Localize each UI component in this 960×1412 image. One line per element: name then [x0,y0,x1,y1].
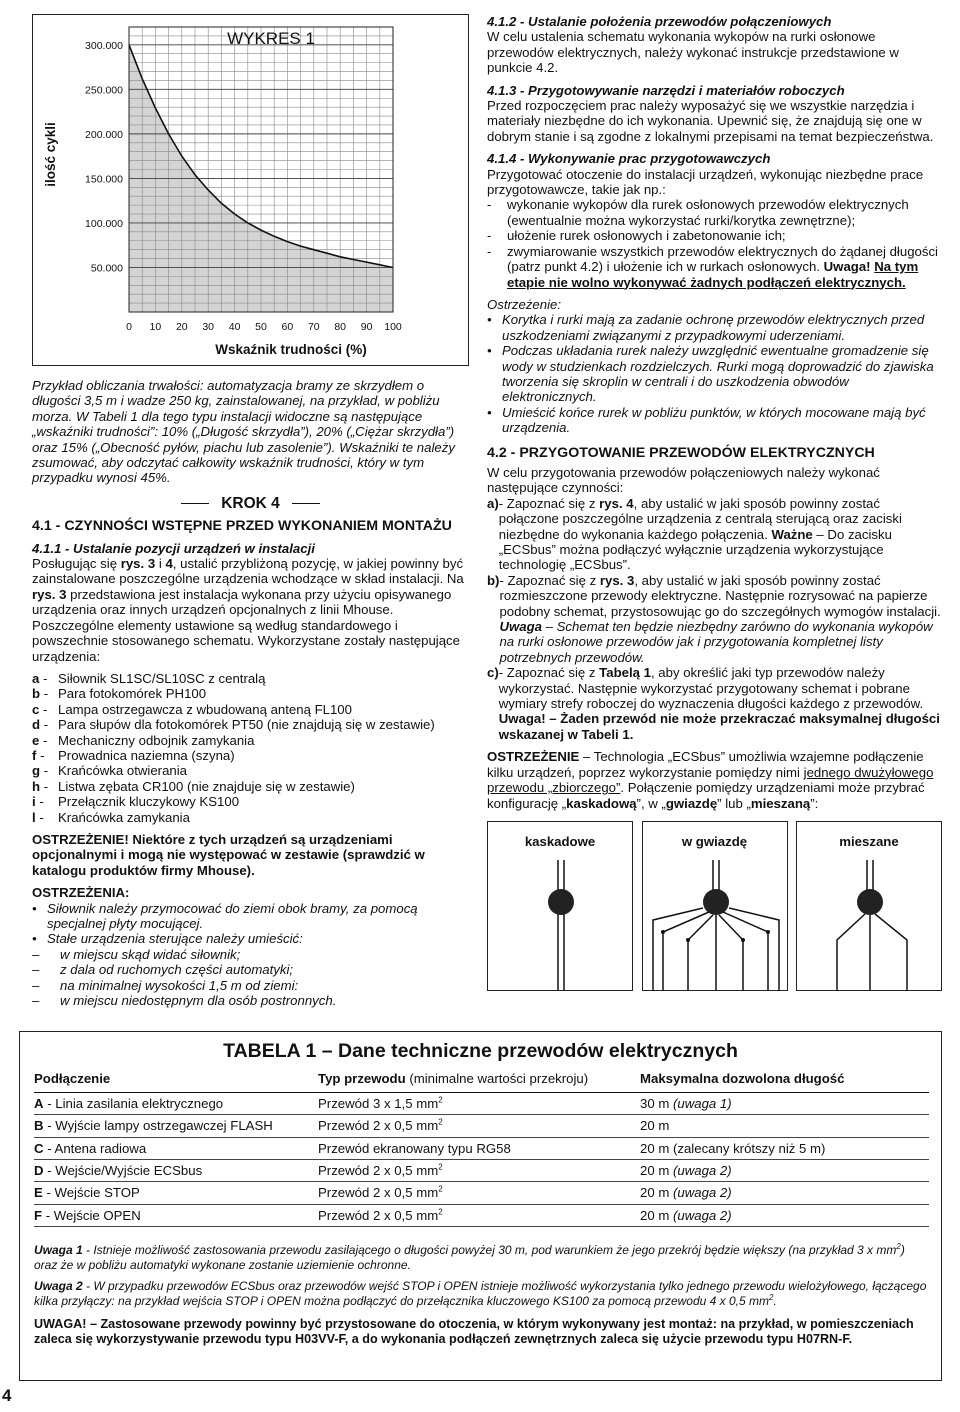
y-tick-label: 50.000 [90,262,123,275]
cable-table [34,1069,929,1227]
para-4-2: W celu przygotowania przewodów połączeniowych należy wykonać następujące czynności: [487,464,880,496]
device-item: l - Krańcówka zamykania [32,809,190,825]
config-mixed-label: mieszane [839,833,899,849]
note-2: Uwaga 2 - W przypadku przewodów ECSbus oraz przewodów wejść STOP i OPEN istnieje możliwość wykorzystania tylko jednego przewodu wielożyłowego, łączącego kilka przyłączy: na przykład wejścia STOP i OPEN można podłączyć do przełącznika kluczowego KS100 za pomocą przewodu 4 x 0,5 $mm^2$. [34,1279,927,1309]
right-column [487,14,942,991]
x-tick-label: 50 [255,321,267,333]
config-star-label: w gwiazdę [681,833,748,849]
list-item: – na minimalnej wysokości 1,5 m od ziemi: [32,977,299,993]
list-item: – w miejscu niedostępnym dla osób postronnych. [32,993,337,1009]
chart-svg [33,15,468,365]
device-item: b - Para fotokomórek PH100 [32,686,207,702]
list-item: a) - Zapoznać się z rys. 4, aby ustalić w jaki sposób powinny zostać połączone poszczególne urządzenia z centralą sterującą oraz zaciski niezbędne do wykonania każdego połączenia. Ważne – Do zacisku „ECSbus” można podłączyć wyłącznie urządzenia wykorzystujące technologię „ECSbus”. [487,495,902,573]
config-diagrams [487,821,942,991]
para-4-1-3: Przed rozpoczęciem prac należy wyposażyć się we wszystkie narzędzia i materiały niezbędne do ich wykonania. Upewnić się, że znajdują się one w dobrym stanie i są zgodne z lokalnymi przepisami na temat bezpieczeństwa. [487,98,934,144]
config-cascade [487,821,633,991]
list-item: • Umieścić końce rurek w pobliżu punktów, w których mocowane mają być urządzenia. [487,404,926,436]
x-tick-label: 100 [384,321,402,333]
para-ecsbus: OSTRZEŻENIE – Technologia „ECSbus” umożliwia wzajemne podłączenie kilku urządzeń, poprzez wykorzystanie pomiędzy nimi jednego dwużyłowego przewodu „zbiorczego”. Połączenie pomiędzy urządzeniami może przybrać konfigurację „kaskadową”, w „gwiazdę” lub „mieszaną”: [487,749,934,811]
page-number: 4 [2,1386,12,1405]
table-row: A - Linia zasilania elektrycznego Przewód 3 x 1,5 $mm^2$ 30 m (uwaga 1) [34,1092,929,1114]
device-item: f - Prowadnica naziemna (szyna) [32,747,235,763]
device-item: g - Krańcówka otwierania [32,763,188,779]
warnings-dash-list [32,947,469,1009]
heading-4-2: 4.2 - PRZYGOTOWANIE PRZEWODÓW ELEKTRYCZNYCH [487,444,875,461]
x-tick-label: 60 [281,321,294,333]
y-tick-label: 250.000 [85,84,123,97]
list-item: c) - Zapoznać się z Tabelą 1, aby określić jaki typ przewodów należy wykorzystać. Następnie wykorzystać przygotowany schemat i pobrane wymiary strefy roboczej do wyznaczenia długości każdego z przewodów. Uwaga! – Żaden przewód nie może przekraczać maksymalnej długości wskazanej w Tabeli 1. [487,665,940,742]
para-4-1-4: Przygotować otoczenie do instalacji urządzeń, wykonując niezbędne prace przygotowawcze, takie jak np.: [487,166,924,198]
heading-4-1-2: 4.1.2 - Ustalanie położenia przewodów połączeniowych [487,14,832,29]
list-item: - wykonanie wykopów dla rurek osłonowych przewodów elektrycznych (ewentualnie można wykorzystać rurki/korytka zewnętrzne); [487,197,909,228]
warning-optional: OSTRZEŻENIE! Niektóre z tych urządzeń są urządzeniami opcjonalnymi i mogą nie występować w zestawie (sprawdzić w katalogu produktów firmy Mhouse). [32,831,425,878]
col-header-type: Typ przewodu (minimalne wartości przekroju) [318,1069,640,1092]
chart-example-text: Przykład obliczania trwałości: automatyzacja bramy ze skrzydłem o długości 3,5 m i wadze 250 kg, zainstalowanej, na przykład, w pobliżu morza. W Tabeli 1 dla tego typu instalacji widoczne są następujące „wskaźniki trudności”: 10% („Długość skrzydła”), 20% („Ciężar skrzydła”) oraz 15% („Obecność pyłów, piachu lub zasolenie”). Wskaźniki te należy zsumować, aby odczytać całkowity wskaźnik trudności, który w tym przypadku wynosi 45%. [32,378,455,486]
krok-4-heading [32,496,469,511]
star-diagram [643,860,789,990]
note-1: Uwaga 1 - Istnieje możliwość zastosowania przewodu zasilającego o długości powyżej 30 m, pod warunkiem że jego przekrój będzie większy (na przykład 3 x $mm^2$) oraz że w pobliżu automatyki wykonane zostanie uziemienie ochronne. [34,1242,905,1273]
col-header-connection: Podłączenie [34,1069,318,1092]
krok-label: KROK 4 [221,494,280,512]
list-item: – z dala od ruchomych części automatyki; [32,962,294,978]
config-mixed [796,821,942,991]
chart-title: WYKRES 1 [227,29,315,48]
table-row: B - Wyjście lampy ostrzegawczej FLASH Przewód 2 x 0,5 $mm^2$ 20 m [34,1115,929,1137]
cascade-diagram [488,860,634,990]
device-item: e - Mechaniczny odbojnik zamykania [32,732,255,748]
table-row: C - Antena radiowa Przewód ekranowany typu RG58 20 m (zalecany krótszy niż 5 m) [34,1137,929,1159]
table-1-box [19,1031,942,1381]
device-item: i - Przełącznik kluczykowy KS100 [32,794,240,810]
para-4-1-1: Posługując się rys. 3 i 4, ustalić przybliżoną pozycję, w jakiej powinny być zainstalowane poszczególne urządzenia wchodzące w skład instalacji. Na rys. 3 przedstawiona jest instalacja wykonana przy użyciu opisywanego urządzenia oraz innych urządzeń opcjonalnych z linii Mhouse. Poszczególne elementy ustawione są według standardowego i powszechnie stosowanego schematu. Wykorzystane zostały następujące urządzenia: [32,556,464,664]
x-axis-label: Wskaźnik trudności (%) [215,342,367,357]
list-item: • Stałe urządzenia sterujące należy umieścić: [32,931,303,947]
table-row: F - Wejście OPEN Przewód 2 x 0,5 $mm^2$ 20 m (uwaga 2) [34,1204,929,1226]
col-header-length: Maksymalna dozwolona długość [640,1069,929,1092]
list-item: • Podczas układania rurek należy uwzględnić ewentualne gromadzenie się wody w studzienkach rozdzielczych. Rurki mogą doprowadzić do zjawiska tworzenia się skroplin w centrali i do uszkodzenia obwodów elektronicznych. [487,343,934,405]
list-item: - zwymiarowanie wszystkich przewodów elektrycznych do żądanej długości (patrz punkt 4.2) i ułożenie ich w rurkach osłonowych. Uwaga! Na tym etapie nie wolno wykonywać żadnych podłączeń elektrycznych. [487,243,938,290]
chart-wykres-1 [32,14,469,366]
warnings-title: OSTRZEŻENIA: [32,885,130,901]
table-row: E - Wejście STOP Przewód 2 x 0,5 $mm^2$ 20 m (uwaga 2) [34,1182,929,1204]
list-item: – w miejscu skąd widać siłownik; [32,946,241,962]
device-list [32,671,469,825]
x-tick-label: 0 [126,321,132,333]
x-tick-label: 90 [360,321,373,333]
heading-4-1-4: 4.1.4 - Wykonywanie prac przygotowawczych [487,151,771,167]
table-title: TABELA 1 – Dane techniczne przewodów elektrycznych [223,1040,738,1062]
x-tick-label: 40 [228,321,241,333]
config-cascade-label: kaskadowe [524,833,596,849]
caution-label: Ostrzeżenie: [487,296,562,312]
x-tick-label: 20 [175,321,188,333]
device-item: a - Siłownik SL1SC/SL10SC z centralą [32,670,266,686]
y-tick-label: 300.000 [85,39,123,52]
left-column [32,14,469,1008]
x-tick-label: 70 [307,321,320,333]
y-tick-label: 100.000 [85,217,123,230]
y-tick-label: 200.000 [85,128,123,141]
para-4-1-2: W celu ustalenia schematu wykonania wykopów na rurki osłonowe przewodów elektrycznych, należy wykonać instrukcje przedstawione w punkcie 4.2. [487,29,899,76]
x-tick-label: 80 [334,321,347,333]
table-row: D - Wejście/Wyjście ECSbus Przewód 2 x 0,5 $mm^2$ 20 m (uwaga 2) [34,1160,929,1182]
list-item: • Korytka i rurki mają za zadanie ochronę przewodów elektrycznych przed uszkodzeniami związanymi z przypadkowymi uderzeniami. [487,312,925,343]
list-item: b) - Zapoznać się z rys. 3, aby ustalić w jaki sposób powinny zostać rozmieszczone przewody elektryczne. Następnie rozrysować na papierze podobny schemat, przystosowując go do szczegółnych wymogów instalacji. Uwaga – Schemat ten będzie niezbędny zarówno do wykonania wykopów na rurki osłonowe przewodów jak i przygotowania kompletnej listy potrzebnych przewodów. [487,572,941,665]
y-axis-label: ilość cykli [43,122,58,187]
x-tick-label: 30 [202,321,215,333]
heading-4-1-3: 4.1.3 - Przygotowywanie narzędzi i materiałów roboczych [487,82,845,98]
heading-4-1: 4.1 - CZYNNOŚCI WSTĘPNE PRZED WYKONANIEM MONTAŻU [32,518,452,535]
list-item: • Siłownik należy przymocować do ziemi obok bramy, za pomocą specjalnej płyty mocującej. [32,900,418,931]
device-item: h - Listwa zębata CR100 (nie znajduje się w zestawie) [32,778,355,794]
x-tick-label: 10 [149,321,162,333]
note-warning: UWAGA! – Zastosowane przewody powinny być przystosowane do otoczenia, w którym wykonywany jest montaż: na przykład, w pomieszczeniach zaleca się wykorzystywanie przewodu typu H03VV-F, a do wykonania podłączeń zewnętrznych zaleca się użycie przewodu typu H07RN-F. [34,1317,914,1347]
device-item: d - Para słupów dla fotokomórek PT50 (nie znajdują się w zestawie) [32,717,435,733]
heading-4-1-1: 4.1.1 - Ustalanie pozycji urządzeń w instalacji [32,540,315,556]
config-star [642,821,788,991]
device-item: c - Lampa ostrzegawcza z wbudowaną anteną FL100 [32,701,352,717]
mixed-diagram [797,860,943,990]
list-item: - ułożenie rurek osłonowych i zabetonowanie ich; [487,228,786,244]
y-tick-label: 150.000 [85,173,123,186]
